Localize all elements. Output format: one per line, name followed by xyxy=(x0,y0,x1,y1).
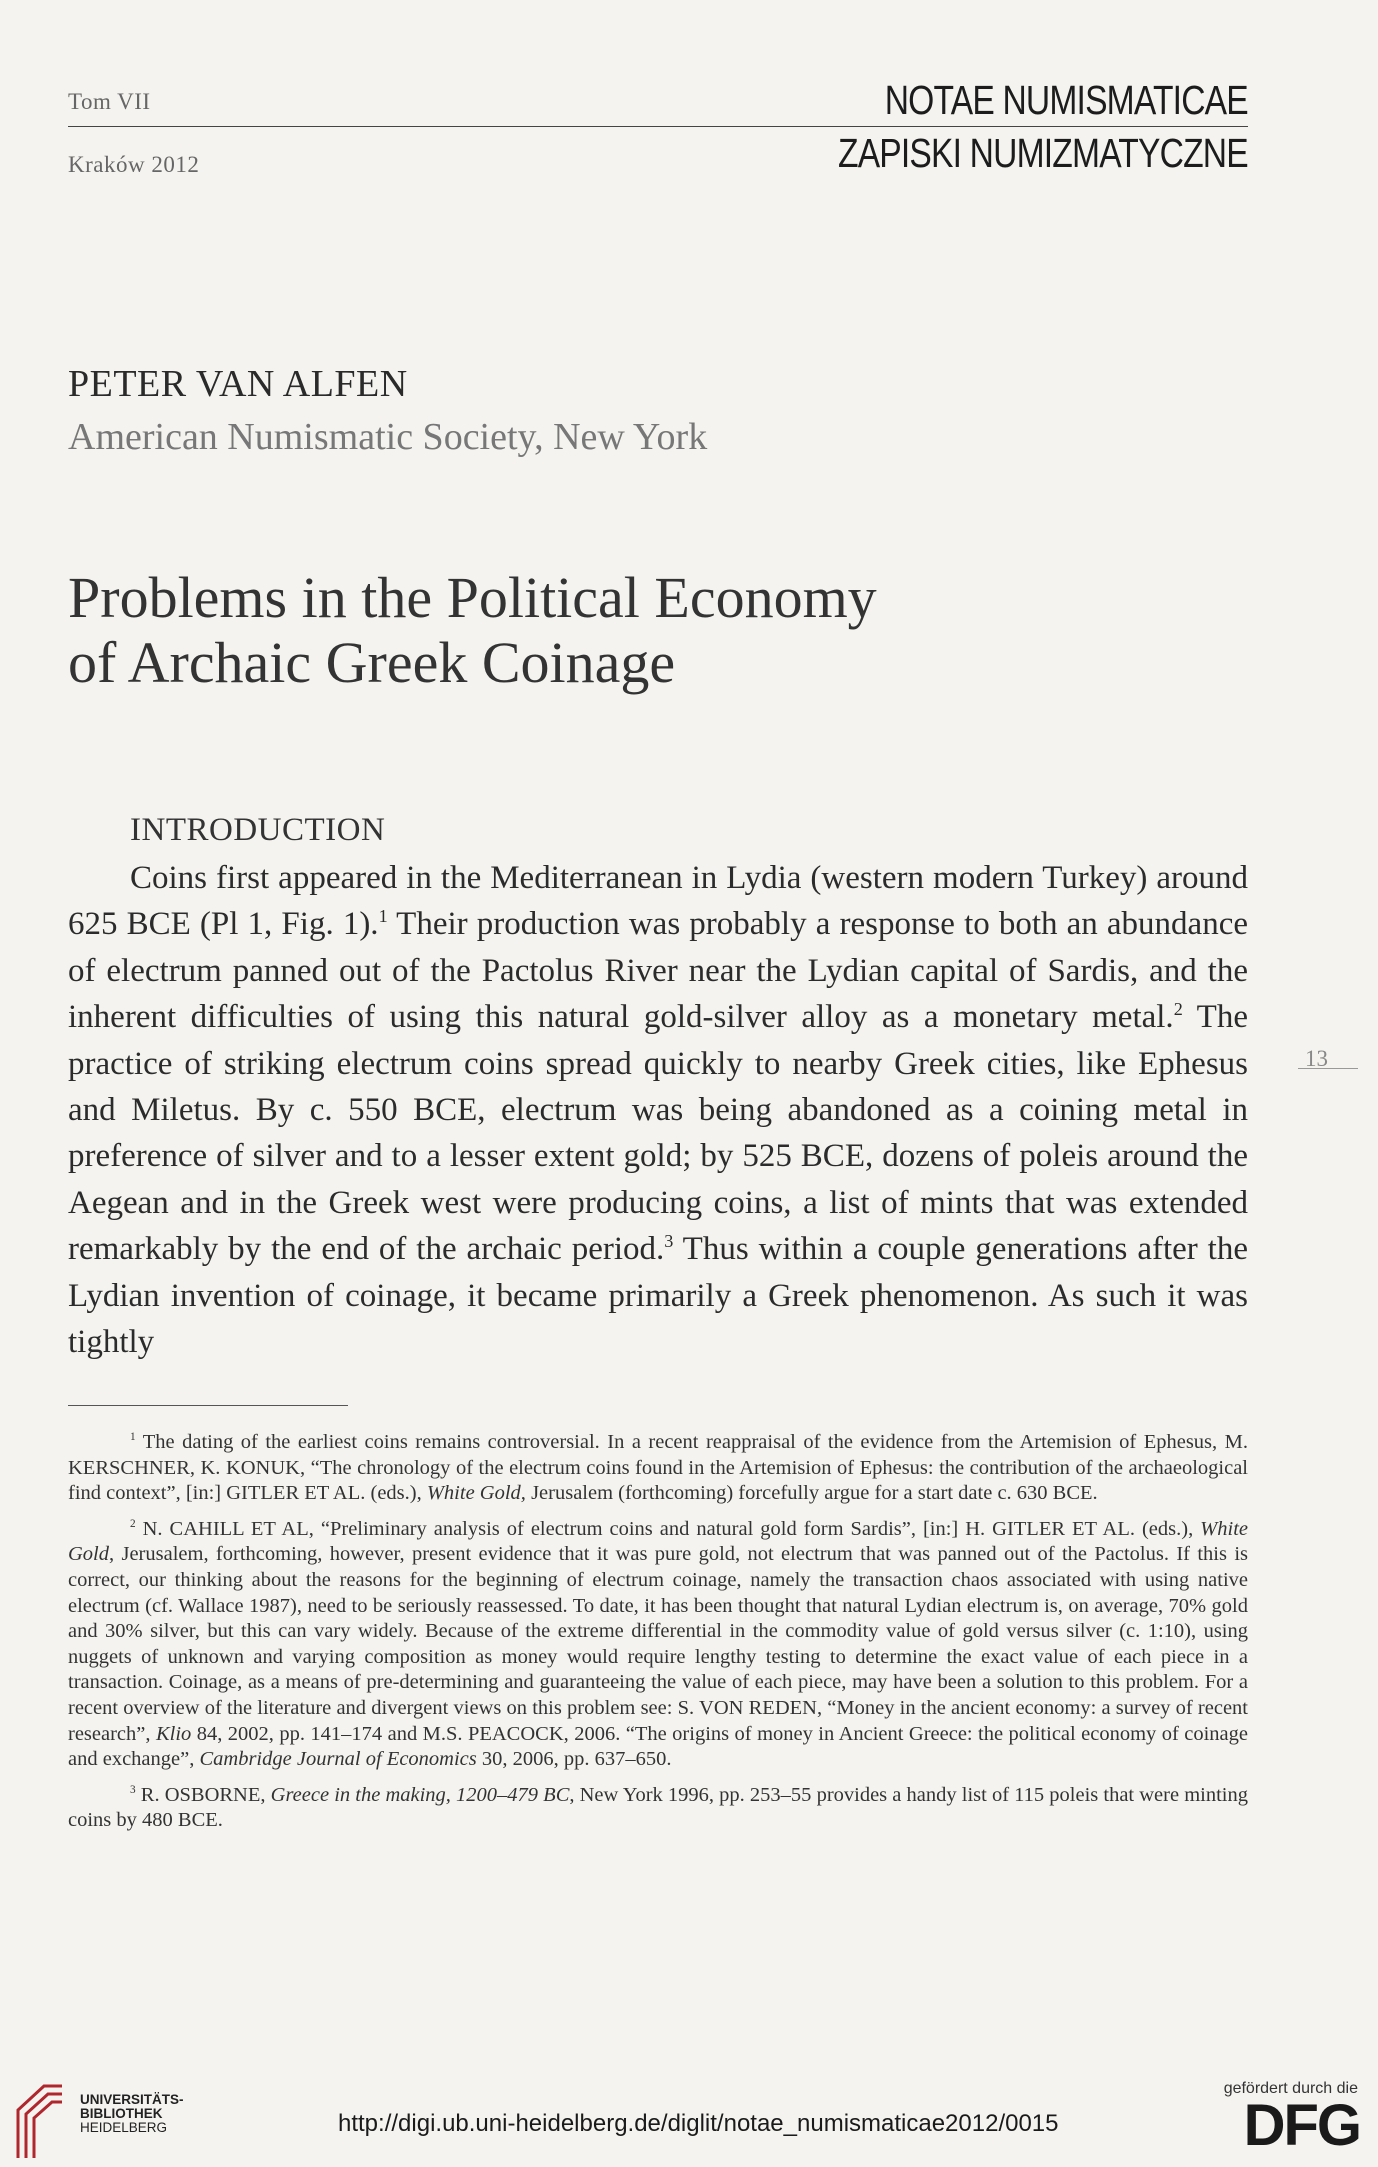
footnote-ref[interactable]: 2 xyxy=(1173,999,1183,1020)
library-name-line: HEIDELBERG xyxy=(80,2120,168,2135)
volume-label: Tom VII xyxy=(68,89,151,114)
footnote-text: Jerusalem (forthcoming) forcefully argue for a start date c. 630 BCE. xyxy=(525,1482,1098,1505)
footnote-italic: Klio xyxy=(155,1722,192,1745)
footnote-text: N. CAHILL ET AL, “Preliminary analysis of electrum coins and natural gold form Sardis”, [in:] H. GITLER ET AL. (eds.), xyxy=(135,1517,1201,1540)
footnote-rule xyxy=(68,1405,348,1406)
place-year-label: Kraków 2012 xyxy=(68,152,200,177)
footnote-text: 84, 2002, pp. 141–174 and M.S. PEACOCK, 2006. “The origins of money in Ancient Greece: the political economy of coinage and exchange”, xyxy=(68,1722,1248,1771)
footnote-3 xyxy=(68,1783,1248,1834)
body-sentence: Their production was probably a response to both an abundance of electrum panned out of the Pactolus River near the Lydian capital of Sardis, and the inherent difficulties of using this natural gold-silver alloy as a monetary metal. xyxy=(68,906,1249,1036)
library-name-line: UNIVERSITÄTS- xyxy=(80,2092,184,2107)
footnote-text: The dating of the earliest coins remains controversial. In a recent reappraisal of the evidence from the Artemision of Ephesus, M. KERSCHNER, K. KONUK, “The chronology of the electrum coins found in the Artemision of Ephesus: the contribution of the archaeological find context”, [in:] GITLER ET AL. (eds.), xyxy=(68,1431,1248,1505)
footnote-number: 2 xyxy=(130,1517,136,1530)
footnote-1 xyxy=(68,1430,1248,1507)
footnote-text: R. OSBORNE, xyxy=(135,1783,271,1806)
footnote-italic: Cambridge Journal of Economics xyxy=(199,1748,477,1771)
journal-volume-info xyxy=(68,90,199,176)
footnote-italic: White Gold, xyxy=(426,1482,526,1505)
page-number: 13 xyxy=(1305,1046,1328,1071)
section-heading: INTRODUCTION xyxy=(130,812,386,848)
footnote-2 xyxy=(68,1517,1248,1773)
university-library-logo-icon xyxy=(14,2080,66,2160)
body-sentence: Coins first appeared in the Mediterranean in Lydia (western modern Turkey) around 625 BCE (Pl 1, Fig. 1). xyxy=(68,860,1248,943)
article-title xyxy=(68,565,1218,695)
footnote-italic: White Gold xyxy=(68,1517,1248,1566)
body-sentence: Thus within a couple generations after the Lydian invention of coinage, it became primarily a Greek phenomenon. As such it was tightly xyxy=(68,1231,1248,1361)
footnote-number: 1 xyxy=(130,1431,136,1444)
footnote-text: , New York 1996, pp. 253–55 provides a handy list of 115 poleis that were minting coins by 480 BCE. xyxy=(68,1783,1248,1832)
footnotes xyxy=(68,1430,1248,1844)
title-line-2: of Archaic Greek Coinage xyxy=(68,630,676,695)
author-affiliation: American Numismatic Society, New York xyxy=(68,416,708,458)
footnote-number: 3 xyxy=(130,1783,136,1796)
body-paragraph xyxy=(68,855,1248,1365)
body-sentence: The practice of striking electrum coins spread quickly to nearby Greek cities, like Ephesus and Miletus. By c. 550 BCE, electrum was being abandoned as a coining metal in preference of silver and to a lesser extent gold; by 525 BCE, dozens of poleis around the Aegean and in the Greek west were producing coins, a list of mints that was extended remarkably by the end of the archaic period. xyxy=(68,999,1248,1268)
source-url-link[interactable]: http://digi.ub.uni-heidelberg.de/diglit/notae_numismaticae2012/0015 xyxy=(338,2110,1059,2137)
journal-title-polish: ZAPISKI NUMIZMATYCZNE xyxy=(838,130,1248,176)
author-name: PETER VAN ALFEN xyxy=(68,363,408,405)
footnote-text: , Jerusalem, forthcoming, however, present evidence that it was pure gold, not electrum that was panned out of the Pactolus. If this is correct, our thinking about the reasons for the beginning of electrum coinage, namely the transaction chaos associated with using native electrum (cf. Wallace 1987), need to be seriously reassessed. To date, it has been thought that natural Lydian electrum is, on average, 70% gold and 30% silver, but this can vary widely. Because of the extreme differential in the commodity value of gold versus silver (c. 1:10), using nuggets of unknown and varying composition as money would require lengthy testing to determine the exact value of each piece in a transaction. Coinage, as a means of pre-determining and guaranteeing the value of each piece, may have been a solution to this problem. For a recent overview of the literature and divergent views on this problem see: S. VON REDEN, “Money in the ancient economy: a survey of recent research”, xyxy=(68,1543,1248,1745)
footnote-ref[interactable]: 3 xyxy=(664,1231,674,1252)
journal-title xyxy=(838,77,1248,176)
page-number-rule xyxy=(1298,1068,1358,1069)
library-name xyxy=(80,2093,184,2135)
footnote-text: 30, 2006, pp. 637–650. xyxy=(476,1748,672,1771)
title-line-1: Problems in the Political Economy xyxy=(68,565,877,630)
library-name-line: BIBLIOTHEK xyxy=(80,2106,163,2121)
journal-title-latin: NOTAE NUMISMATICAE xyxy=(884,77,1248,123)
dfg-logo: DFG xyxy=(1243,2093,1360,2158)
footnote-italic: Greece in the making, 1200–479 BC xyxy=(270,1783,570,1806)
funding-label: gefördert durch die xyxy=(1223,2080,1358,2097)
footnote-ref[interactable]: 1 xyxy=(378,906,388,927)
